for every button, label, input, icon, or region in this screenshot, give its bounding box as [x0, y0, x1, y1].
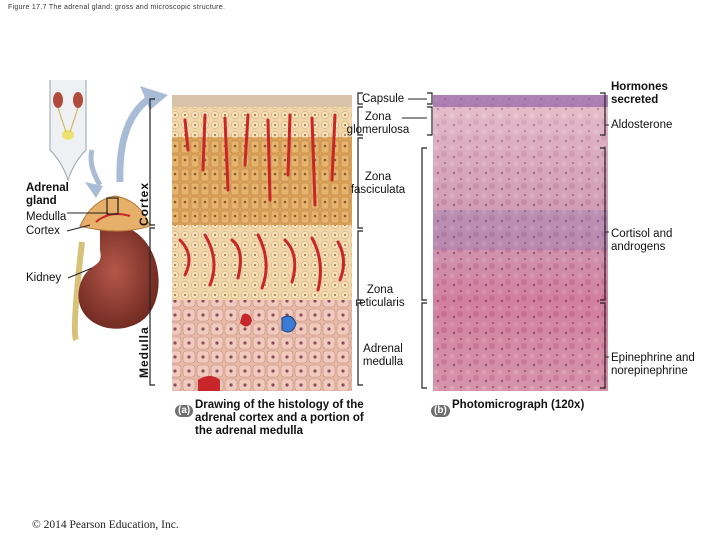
body-thumbnail — [50, 80, 86, 180]
cortex-label: Cortex — [26, 225, 60, 237]
arrow-to-gland — [91, 150, 100, 185]
medulla-side-label: Medulla — [137, 326, 151, 378]
epinephrine-label: Epinephrine and norepinephrine — [611, 352, 695, 377]
caption-a-text: Drawing of the histology of the adrenal cortex and a portion of the adrenal medulla — [195, 399, 364, 437]
caption-b-letter — [431, 400, 450, 418]
hormones-heading: Hormones secreted — [611, 81, 668, 106]
cortex-side-label: Cortex — [137, 181, 151, 226]
caption-a-letter — [175, 400, 193, 418]
zona-glomerulosa-label: Zona glomerulosa — [346, 111, 410, 136]
capsule-label: Capsule — [362, 93, 405, 105]
histology-drawing — [172, 95, 352, 391]
medulla-label: Medulla — [26, 211, 67, 223]
kidney-label: Kidney — [26, 272, 62, 284]
adrenal-gland-label: Adrenal gland — [26, 182, 69, 207]
caption-b-letter-text: (b) — [431, 405, 450, 417]
arrow-to-histology — [120, 98, 150, 182]
zona-reticularis-label: Zona reticularis — [355, 284, 405, 309]
zona-fasciculata-label: Zona fasciculata — [350, 171, 406, 196]
copyright: © 2014 Pearson Education, Inc. — [32, 519, 179, 531]
photomicrograph — [433, 95, 608, 391]
adrenal-medulla-label: Adrenal medulla — [362, 343, 404, 368]
caption-a-letter-text: (a) — [175, 405, 193, 417]
figure-title: Figure 17.7 The adrenal gland: gross and microscopic structure. — [8, 4, 226, 11]
cortisol-label: Cortisol and androgens — [611, 228, 673, 253]
aldosterone-label: Aldosterone — [611, 119, 673, 131]
caption-b-text: Photomicrograph (120x) — [452, 399, 585, 411]
